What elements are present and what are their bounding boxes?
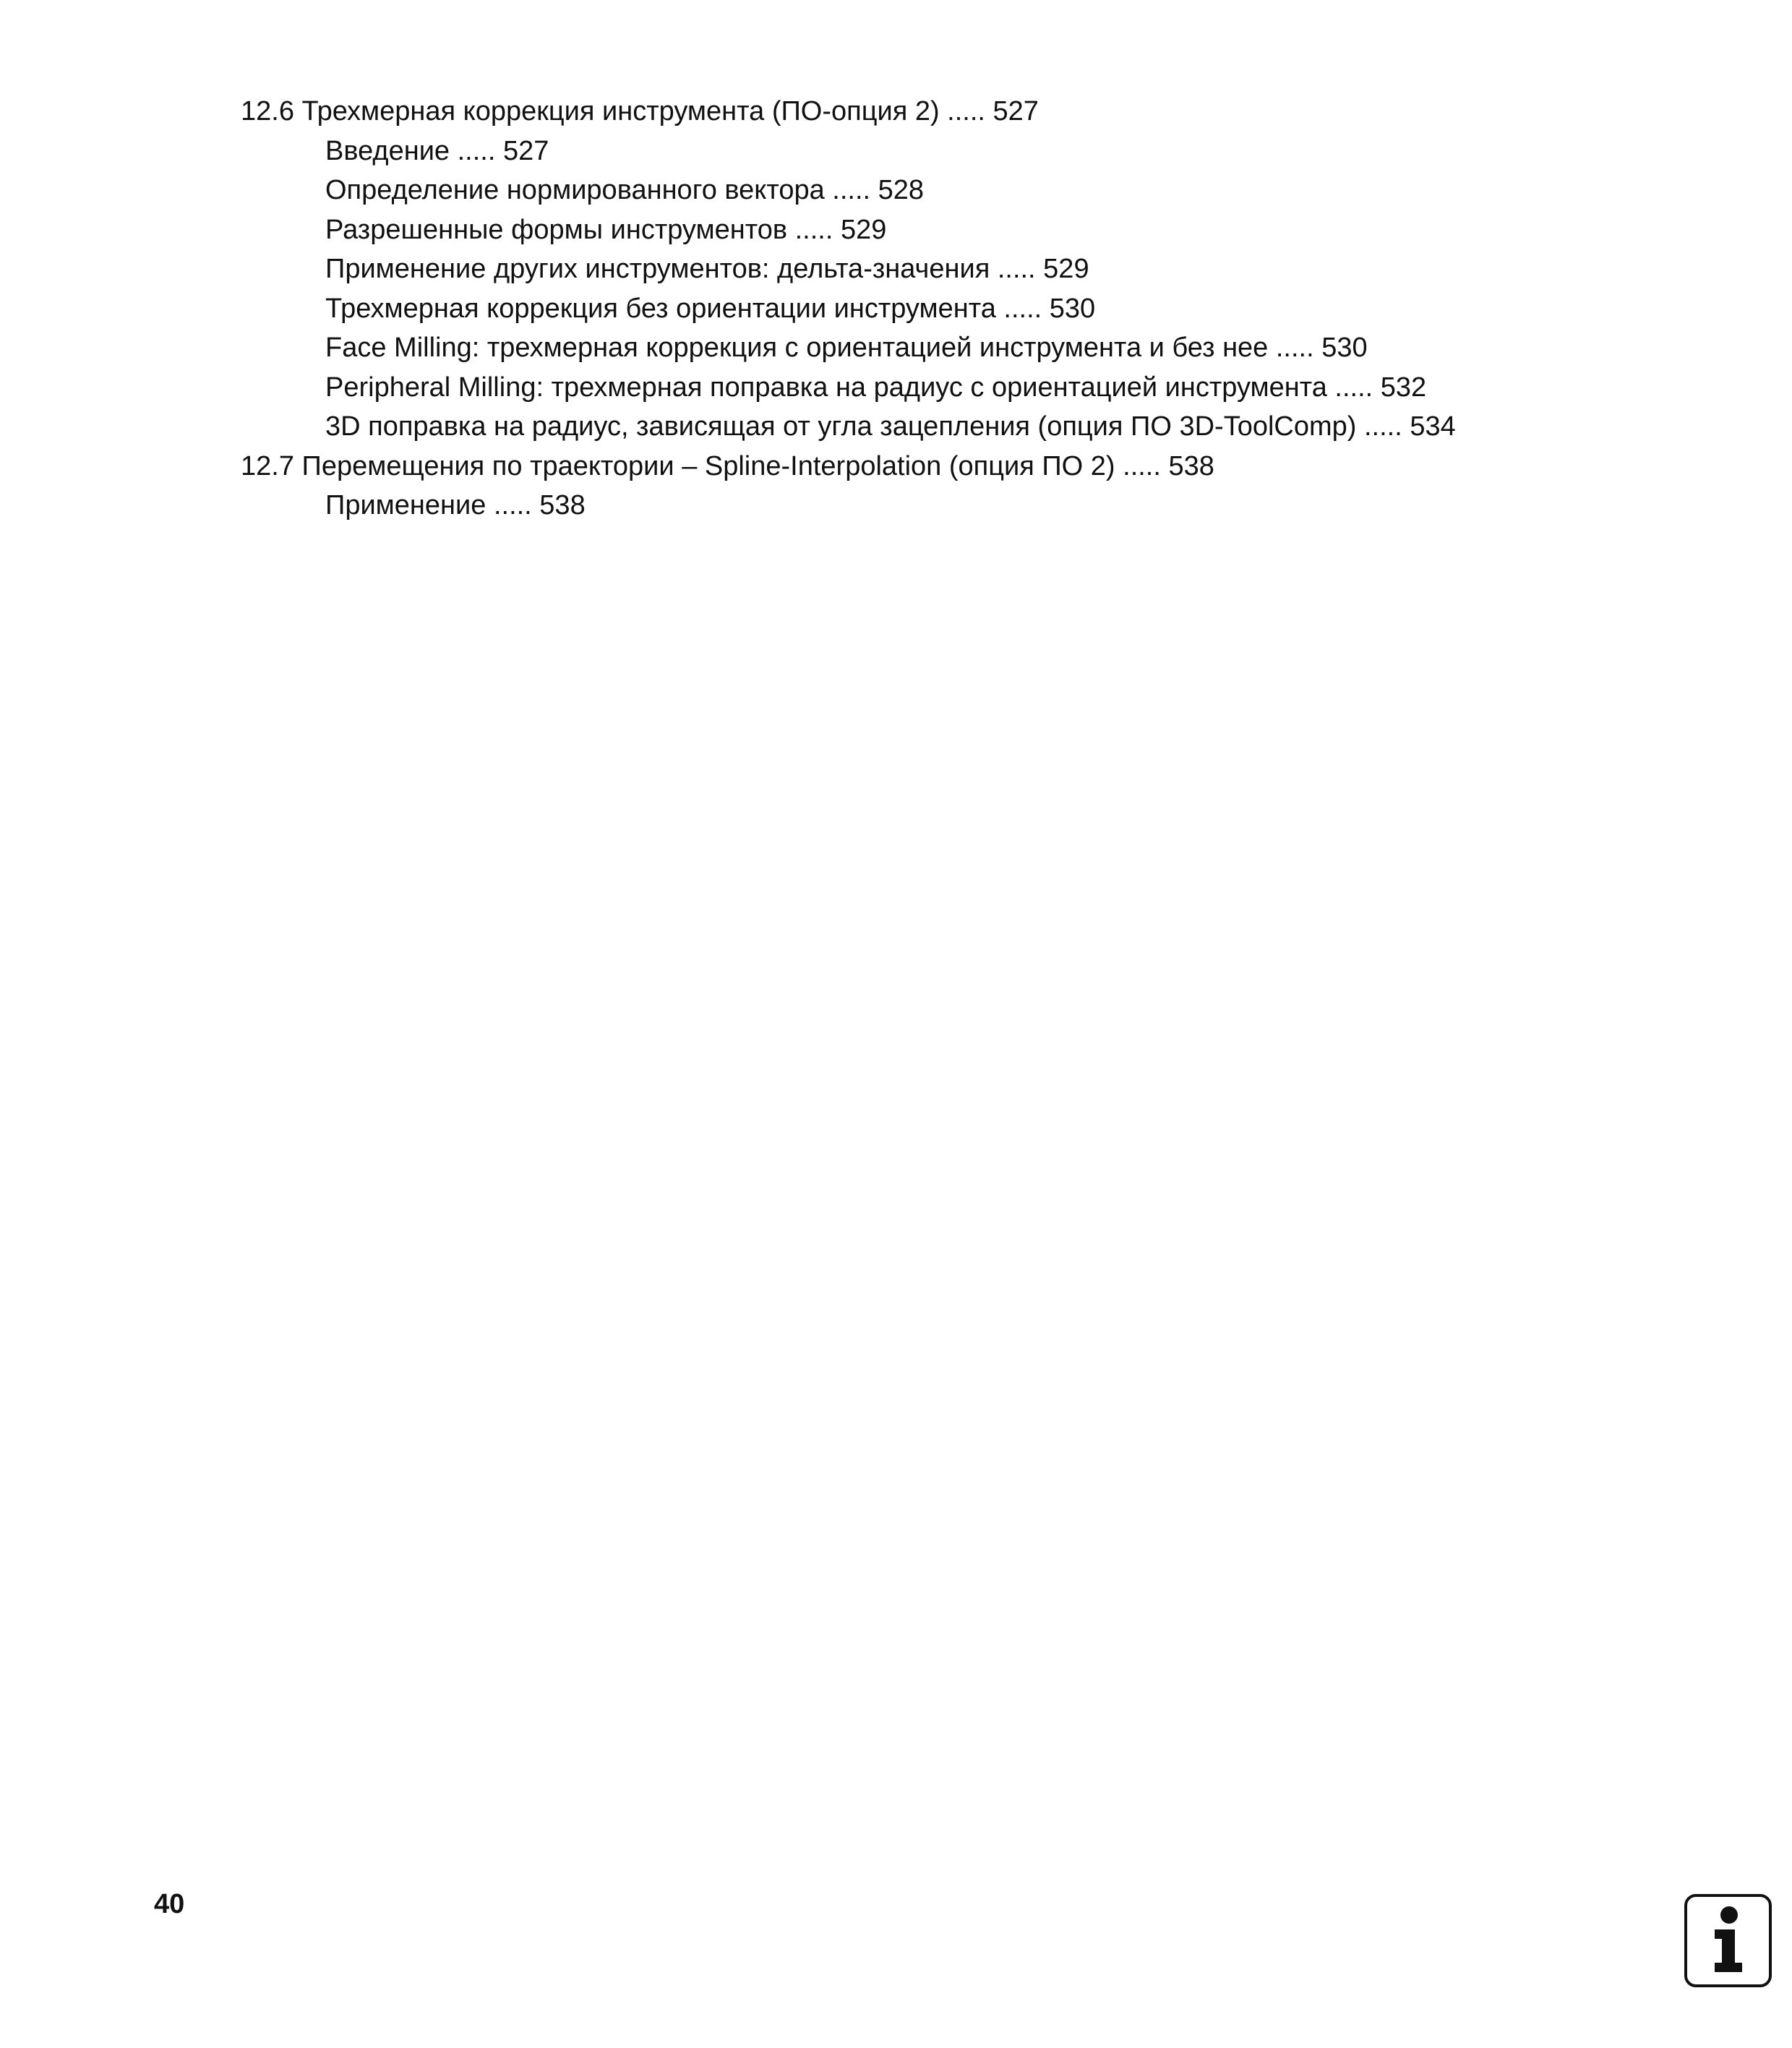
table-of-contents <box>241 92 1723 526</box>
toc-section-12-6[interactable]: 12.6 Трехмерная коррекция инструмента (ПО-опция 2) ..... 527 <box>241 96 1039 127</box>
toc-entry-normal-vector[interactable]: Определение нормированного вектора ..... 528 <box>325 175 925 205</box>
toc-entry-3d-comp-no-orientation[interactable]: Трехмерная коррекция без ориентации инструмента ..... 530 <box>325 293 1096 324</box>
toc-entry-peripheral-milling[interactable]: Peripheral Milling: трехмерная поправка на радиус с ориентацией инструмента ..... 532 <box>325 372 1427 403</box>
toc-entry-application[interactable]: Применение ..... 538 <box>325 490 586 520</box>
toc-section-12-7[interactable]: 12.7 Перемещения по траектории – Spline-Interpolation (опция ПО 2) ..... 538 <box>241 450 1214 481</box>
toc-entry-tool-forms[interactable]: Разрешенные формы инструментов ..... 529 <box>325 214 887 245</box>
info-icon <box>1684 1894 1772 1987</box>
info-glyph <box>1687 1897 1769 1984</box>
toc-entry-other-tools[interactable]: Применение других инструментов: дельта-значения ..... 529 <box>325 254 1089 284</box>
page-number: 40 <box>154 1889 185 1919</box>
toc-entry-face-milling[interactable]: Face Milling: трехмерная коррекция с ориентацией инструмента и без нее ..... 530 <box>325 333 1368 363</box>
toc-entry-3d-toolcomp[interactable]: 3D поправка на радиус, зависящая от угла зацепления (опция ПО 3D-ToolComp) ..... 534 <box>325 411 1456 442</box>
toc-entry-introduction[interactable]: Введение ..... 527 <box>325 135 549 166</box>
